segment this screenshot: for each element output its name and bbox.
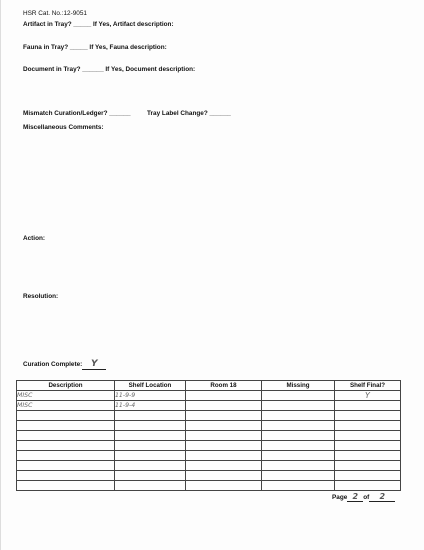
cat-no-label: HSR Cat. No.: [23,10,64,17]
cell-shelf-location [115,431,186,441]
cell-room-18 [186,461,262,471]
cell-shelf-final [335,411,401,421]
cell-description [17,481,115,491]
cell-shelf-final [335,401,401,411]
table-row [17,481,401,491]
cell-shelf-location [115,421,186,431]
cell-description [17,451,115,461]
cell-shelf-final: Y [335,391,401,401]
table-row [17,431,401,441]
cell-shelf-final [335,431,401,441]
inventory-table [16,380,401,491]
cell-room-18 [186,471,262,481]
cell-room-18 [186,481,262,491]
cell-missing [262,431,335,441]
curation-complete-label: Curation Complete: [23,361,83,368]
cell-missing [262,421,335,431]
cell-room-18 [186,441,262,451]
cell-description [17,441,115,451]
cell-shelf-location: 11-9-4 [115,401,186,411]
misc-comments-label: Miscellaneous Comments: [23,124,104,131]
cell-description [17,471,115,481]
mismatch-field: Mismatch Curation/Ledger? ______ [23,110,131,117]
header-missing: Missing [262,381,335,391]
cell-missing [262,451,335,461]
cell-missing [262,441,335,451]
cell-shelf-location [115,451,186,461]
tray-label-field: Tray Label Change? ______ [147,110,231,117]
action-label: Action: [23,235,46,242]
table-row [17,411,401,421]
cell-shelf-final [335,451,401,461]
cell-shelf-location [115,461,186,471]
cell-shelf-final [335,461,401,471]
of-label: of [363,494,370,501]
table-row [17,421,401,431]
cell-description [17,411,115,421]
table-row [17,461,401,471]
cell-room-18 [186,431,262,441]
resolution-label: Resolution: [23,293,59,300]
table-row [17,401,401,411]
cell-missing [262,481,335,491]
table-header-row [17,381,401,391]
artifact-field: Artifact in Tray? _____ If Yes, Artifact description: [23,21,174,28]
cell-shelf-final [335,471,401,481]
cell-shelf-location [115,471,186,481]
curation-complete [23,359,106,370]
cell-room-18 [186,401,262,411]
cat-no [23,10,87,17]
cell-missing [262,411,335,421]
cell-room-18 [186,411,262,421]
page-counter [332,492,395,502]
curation-complete-value: Y [91,359,98,369]
cell-description [17,461,115,471]
cell-missing [262,391,335,401]
cell-description [17,431,115,441]
page-label: Page [332,494,348,501]
cell-shelf-location [115,441,186,451]
cat-no-value: 12-9051 [63,10,87,17]
curation-complete-line [82,359,106,370]
page-number-line [347,492,363,502]
page-total-line [369,492,395,502]
document-field: Document in Tray? ______ If Yes, Document description: [23,66,196,73]
header-description: Description [17,381,115,391]
cell-missing [262,401,335,411]
cell-missing [262,471,335,481]
cell-description: MISC [17,401,115,411]
cell-room-18 [186,451,262,461]
table-row [17,441,401,451]
cell-shelf-location [115,411,186,421]
table-row [17,471,401,481]
table-row [17,451,401,461]
table-row [17,391,401,401]
page-total: 2 [379,492,386,501]
cell-shelf-final [335,421,401,431]
cell-description [17,421,115,431]
cell-room-18 [186,391,262,401]
cell-shelf-final [335,441,401,451]
cell-missing [262,461,335,471]
cell-description: MISC [17,391,115,401]
cell-shelf-location: 11-9-9 [115,391,186,401]
page-number: 2 [352,492,359,501]
header-room-18: Room 18 [186,381,262,391]
header-shelf-location: Shelf Location [115,381,186,391]
cell-shelf-final [335,481,401,491]
cell-room-18 [186,421,262,431]
fauna-field: Fauna in Tray? _____ If Yes, Fauna description: [23,44,167,51]
cell-shelf-location [115,481,186,491]
header-shelf-final: Shelf Final? [335,381,401,391]
